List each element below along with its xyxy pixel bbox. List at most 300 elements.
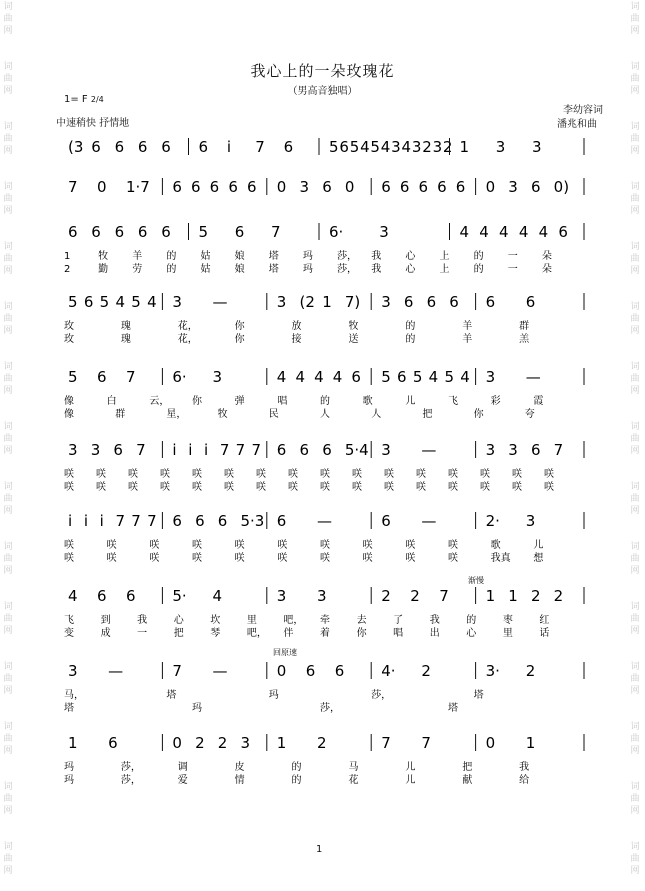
note: 1: [459, 138, 470, 156]
lyric-char: 牵: [320, 615, 330, 626]
lyric-char: 咲: [448, 553, 458, 564]
lyric-char: 儿: [533, 540, 544, 551]
lyric-char: 咲: [362, 540, 373, 551]
watermark-char: 词: [630, 542, 640, 552]
lyric-char: 咲: [96, 482, 106, 493]
note: —: [421, 512, 437, 530]
note: 6: [195, 512, 205, 530]
note: 3: [485, 368, 496, 386]
watermark-char: 曲: [630, 554, 640, 564]
note: 4: [295, 368, 305, 386]
lyric-char: 出: [429, 628, 440, 639]
note: 5: [370, 138, 380, 156]
lyric-char: 牧: [217, 409, 228, 420]
lyric-char: 群: [115, 409, 126, 420]
lyric-char: 的: [166, 251, 177, 262]
watermark-char: 词: [630, 842, 640, 852]
note: (2: [299, 293, 315, 311]
watermark-char: 网: [3, 746, 13, 756]
watermark-char: 曲: [3, 854, 13, 864]
lyric-char: 牧: [98, 251, 109, 262]
note: 4: [518, 223, 529, 241]
watermark-char: 网: [630, 686, 640, 696]
lyric-char: 去: [356, 615, 367, 626]
note: 7: [126, 368, 136, 386]
note: 6: [68, 223, 78, 241]
note: 6: [485, 293, 496, 311]
watermark-char: 词: [3, 182, 13, 192]
note: 6: [83, 293, 94, 311]
watermark-char: 网: [3, 86, 13, 96]
lyric-char: 心: [405, 251, 416, 262]
note: 2·: [485, 512, 500, 530]
watermark-char: 网: [3, 806, 13, 816]
watermark-char: 网: [630, 326, 640, 336]
watermark-char: 曲: [630, 194, 640, 204]
lyric-char: 咲: [352, 482, 362, 493]
note: 6: [113, 441, 123, 459]
note: —: [525, 368, 541, 386]
note: 0: [276, 662, 287, 680]
note: 5: [99, 293, 110, 311]
composer-credit: 潘兆和曲: [557, 119, 597, 130]
lyric-char: 上: [439, 264, 450, 275]
lyric-char: 琴: [210, 628, 221, 639]
lyric-char: 咲: [224, 469, 234, 480]
lyric-char: 白: [106, 396, 117, 407]
note: i: [172, 441, 177, 459]
note: 3: [495, 138, 506, 156]
lyric-char: 坎: [210, 615, 221, 626]
lyric-char: 上: [439, 251, 450, 262]
watermark-char: 词: [3, 362, 13, 372]
note: 3: [391, 138, 401, 156]
note: 7: [251, 441, 262, 459]
lyric-char: 云，: [149, 396, 170, 407]
watermark-char: 网: [3, 566, 13, 576]
watermark-char: 词: [3, 302, 13, 312]
watermark-char: 曲: [3, 134, 13, 144]
note: 3: [90, 441, 101, 459]
lyric-char: 你: [192, 396, 202, 407]
watermark-char: 词: [3, 842, 13, 852]
lyric-char: 咲: [277, 553, 288, 564]
lyric-char: 马: [348, 762, 359, 773]
note: 7: [381, 734, 391, 752]
note: 5: [412, 368, 423, 386]
watermark-char: 网: [630, 86, 640, 96]
lyric-char: 的: [405, 334, 416, 345]
note: i: [226, 138, 232, 156]
lyric-char: 娘: [234, 264, 245, 275]
lyric-char: 花: [348, 775, 359, 786]
note: i: [99, 512, 104, 530]
lyric-char: 接: [291, 334, 302, 345]
watermark-char: 词: [630, 782, 640, 792]
lyric-char: 调: [177, 762, 188, 773]
note: 0: [485, 178, 496, 196]
watermark-char: 曲: [3, 494, 13, 504]
watermark-char: 词: [630, 2, 640, 12]
watermark-char: 曲: [630, 614, 640, 624]
lyric-char: 羊: [462, 321, 473, 332]
note: —: [421, 441, 437, 459]
lyric-char: 吧，: [246, 628, 267, 639]
lyric-char: 歌: [490, 540, 501, 551]
lyric-char: 心: [466, 628, 477, 639]
note: 7: [136, 441, 146, 459]
note: 2: [525, 662, 536, 680]
note: i: [188, 441, 193, 459]
note: 6·: [172, 368, 187, 386]
note: 4: [147, 293, 157, 311]
a-tempo-mark: 回原速: [273, 648, 297, 657]
note: 6: [191, 178, 201, 196]
note: 3: [240, 734, 251, 752]
lyric-char: 莎，: [337, 251, 358, 262]
note: 7: [439, 587, 449, 605]
lyric-char: 咲: [288, 482, 298, 493]
note: 7: [219, 441, 230, 459]
note: 5·4: [344, 441, 369, 459]
note: 4·: [381, 662, 396, 680]
note: 5·3: [240, 512, 265, 530]
note: 5: [381, 368, 391, 386]
note: 0: [485, 734, 496, 752]
lyric-char: 咲: [128, 482, 138, 493]
lyric-char: 咲: [448, 469, 458, 480]
lyric-char: 心: [173, 615, 184, 626]
note: 6: [209, 178, 220, 196]
lyric-char: 一: [137, 628, 148, 639]
note: 6: [172, 512, 182, 530]
rit-mark: 渐慢: [468, 576, 484, 585]
lyric-char: 你: [473, 409, 484, 420]
lyric-char: 羔: [519, 334, 530, 345]
watermark-char: 词: [630, 122, 640, 132]
lyric-char: 把: [173, 628, 184, 639]
lyricist-credit: 李幼容词: [563, 105, 603, 116]
watermark-char: 网: [630, 446, 640, 456]
note: 1: [276, 734, 287, 752]
watermark-char: 词: [3, 782, 13, 792]
lyric-char: 姑: [200, 264, 211, 275]
watermark-char: 词: [630, 662, 640, 672]
lyric-char: 彩: [490, 396, 501, 407]
lyric-char: 的: [320, 396, 330, 407]
note: 3: [432, 138, 443, 156]
lyric-char: 咲: [192, 540, 202, 551]
watermark-char: 网: [630, 566, 640, 576]
note: 5: [349, 138, 360, 156]
lyric-char: 歌: [362, 396, 373, 407]
watermark-char: 曲: [3, 314, 13, 324]
note: i: [68, 512, 73, 530]
note: 5: [329, 138, 339, 156]
lyric-char: 咲: [352, 469, 362, 480]
lyric-char: 我: [137, 615, 148, 626]
watermark-char: 曲: [630, 854, 640, 864]
watermark-char: 网: [630, 26, 640, 36]
watermark-char: 词: [3, 62, 13, 72]
lyric-char: 咲: [448, 540, 458, 551]
note: 3: [379, 223, 389, 241]
note: 6: [530, 178, 541, 196]
watermark-char: 网: [630, 506, 640, 516]
note: 7: [271, 223, 281, 241]
lyric-char: 马，: [64, 690, 84, 701]
lyric-char: 咲: [106, 553, 117, 564]
lyric-char: 人: [371, 409, 382, 420]
note: 3: [508, 441, 518, 459]
note: 3: [381, 293, 391, 311]
note: 6: [246, 178, 257, 196]
note: 3: [411, 138, 422, 156]
lyric-char: 的: [166, 264, 177, 275]
note: 4: [360, 138, 370, 156]
lyric-char: 塔: [268, 251, 279, 262]
note: 2: [381, 587, 391, 605]
lyric-char: 咲: [192, 469, 202, 480]
lyric-char: 朵: [541, 264, 552, 275]
note: 3: [508, 178, 518, 196]
lyric-char: 放: [291, 321, 302, 332]
note: 0: [344, 178, 355, 196]
song-title: 我心上的一朵玫瑰花: [250, 62, 395, 80]
lyric-char: 的: [466, 615, 477, 626]
lyric-char: 咲: [448, 482, 458, 493]
lyric-char: 到: [100, 615, 111, 626]
note: 5·: [172, 587, 187, 605]
note: 6: [437, 178, 447, 196]
lyric-char: 我: [519, 762, 530, 773]
lyric-char: 咲: [64, 553, 74, 564]
lyric-char: 咲: [96, 469, 106, 480]
note: 3: [525, 512, 536, 530]
note: 6: [228, 178, 238, 196]
watermark-char: 曲: [3, 254, 13, 264]
note: 5: [444, 368, 455, 386]
lyric-char: 咲: [416, 482, 426, 493]
lyric-char: 咲: [512, 469, 522, 480]
note: 4: [538, 223, 549, 241]
lyric-char: 民: [268, 409, 279, 420]
lyric-char: 玛: [64, 762, 74, 773]
note: 6: [381, 178, 391, 196]
lyric-char: 玫: [64, 334, 74, 345]
lyric-char: 劳: [132, 264, 143, 275]
lyric-char: 咲: [362, 553, 373, 564]
watermark-char: 曲: [3, 374, 13, 384]
lyric-char: 咲: [512, 482, 522, 493]
lyric-char: 里: [246, 615, 257, 626]
lyric-char: 的: [473, 251, 484, 262]
note: 6: [283, 138, 294, 156]
lyric-char: 莎，: [337, 264, 358, 275]
lyric-char: 姑: [200, 251, 211, 262]
watermark-char: 词: [630, 722, 640, 732]
note: 6: [114, 138, 125, 156]
note: 1·7: [126, 178, 150, 196]
note: 4: [428, 368, 439, 386]
tempo-marking: 中速稍快 抒情地: [56, 118, 130, 129]
note: 5: [68, 293, 78, 311]
lyric-char: 2: [64, 264, 71, 275]
note: 6: [525, 293, 536, 311]
watermark-char: 网: [3, 326, 13, 336]
note: 5: [131, 293, 141, 311]
lyric-char: 心: [405, 264, 416, 275]
note: 7: [172, 662, 182, 680]
watermark-char: 词: [630, 482, 640, 492]
watermark-char: 曲: [630, 494, 640, 504]
note: 2: [442, 138, 453, 156]
note: 7: [553, 441, 564, 459]
watermark-char: 词: [630, 302, 640, 312]
lyric-char: 给: [519, 775, 530, 786]
lyric-char: 红: [539, 615, 550, 626]
note: 4: [499, 223, 509, 241]
lyric-char: 羊: [462, 334, 473, 345]
watermark-char: 词: [630, 362, 640, 372]
lyric-char: 朵: [541, 251, 552, 262]
lyric-char: 唱: [393, 628, 404, 639]
watermark-char: 词: [630, 182, 640, 192]
note: 2: [422, 138, 432, 156]
lyric-char: 玛: [64, 775, 74, 786]
lyric-char: 一: [507, 264, 518, 275]
note: 6: [91, 223, 101, 241]
lyric-char: 羊: [132, 251, 143, 262]
watermark-char: 网: [3, 206, 13, 216]
note: 4: [380, 138, 391, 156]
note: 2: [195, 734, 205, 752]
note: (3: [68, 138, 84, 156]
lyric-char: 星，: [166, 409, 187, 420]
lyric-char: 爱: [177, 775, 188, 786]
lyric-char: 咲: [480, 482, 490, 493]
note: 4: [212, 587, 223, 605]
watermark-char: 曲: [3, 614, 13, 624]
lyric-char: 娘: [234, 251, 245, 262]
lyric-char: 莎，: [120, 775, 141, 786]
note: 6: [305, 662, 316, 680]
note: 6: [351, 368, 361, 386]
lyric-char: 玛: [302, 251, 313, 262]
lyric-char: 咲: [384, 482, 394, 493]
lyric-char: 咲: [256, 469, 266, 480]
note: —: [316, 512, 332, 530]
lyric-char: 勤: [98, 264, 109, 275]
watermark-char: 网: [3, 686, 13, 696]
note: i: [83, 512, 88, 530]
note: 2: [316, 734, 327, 752]
lyric-char: 变: [64, 628, 74, 639]
note: 6: [276, 441, 287, 459]
note: 2: [217, 734, 228, 752]
lyric-char: 咲: [224, 482, 234, 493]
lyric-char: 你: [356, 628, 367, 639]
watermark-char: 词: [3, 122, 13, 132]
lyric-char: 儿: [405, 762, 416, 773]
watermark-char: 曲: [630, 314, 640, 324]
watermark-char: 曲: [630, 794, 640, 804]
note: 6: [299, 441, 310, 459]
lyric-char: 把: [462, 762, 473, 773]
lyric-char: 咲: [192, 482, 202, 493]
lyric-char: 我真: [490, 553, 511, 564]
lyric-char: 咲: [405, 553, 416, 564]
watermark-char: 曲: [3, 734, 13, 744]
note: 6: [91, 138, 101, 156]
note: 4: [459, 223, 470, 241]
note: 2: [421, 662, 431, 680]
lyric-char: 咲: [149, 540, 160, 551]
note: 6: [126, 587, 136, 605]
lyric-char: 伴: [283, 628, 294, 639]
watermark-char: 曲: [3, 674, 13, 684]
note: 3: [68, 441, 78, 459]
lyric-char: 群: [519, 321, 530, 332]
lyric-char: 我: [429, 615, 440, 626]
note: 6: [276, 512, 287, 530]
note: 3: [485, 441, 496, 459]
watermark-char: 曲: [630, 434, 640, 444]
watermark-char: 词: [630, 242, 640, 252]
lyric-char: 咲: [160, 482, 170, 493]
watermark-char: 曲: [630, 134, 640, 144]
lyric-char: 成: [100, 628, 111, 639]
lyric-char: 着: [320, 628, 330, 639]
note: 1: [68, 734, 78, 752]
note: i: [204, 441, 209, 459]
note: 6: [418, 178, 429, 196]
lyric-char: 里: [502, 628, 513, 639]
note: 6·: [329, 223, 344, 241]
note: 6: [161, 223, 171, 241]
watermark-char: 网: [630, 266, 640, 276]
lyric-char: 瑰: [120, 334, 131, 345]
note: —: [108, 662, 124, 680]
lyric-char: 我: [371, 251, 382, 262]
lyric-char: 咲: [544, 469, 554, 480]
note: 1: [485, 587, 496, 605]
note: 6: [426, 293, 437, 311]
watermark-char: 网: [3, 26, 13, 36]
note: 4: [460, 368, 470, 386]
note: 7: [255, 138, 265, 156]
note: 3: [212, 368, 223, 386]
watermark-char: 曲: [630, 254, 640, 264]
note: 4: [314, 368, 324, 386]
note: —: [212, 662, 228, 680]
lyric-char: 玛: [268, 690, 279, 701]
note: 7: [235, 441, 246, 459]
note: 6: [322, 178, 332, 196]
watermark-char: 网: [630, 206, 640, 216]
lyric-char: 把: [422, 409, 433, 420]
lyric-char: 咲: [149, 553, 160, 564]
note: 6: [161, 138, 171, 156]
watermark-char: 网: [630, 866, 640, 876]
watermark-char: 词: [3, 542, 13, 552]
note: 0: [276, 178, 287, 196]
watermark-char: 曲: [3, 794, 13, 804]
watermark-char: 网: [630, 626, 640, 636]
lyric-char: 咲: [480, 469, 490, 480]
note: 6: [198, 138, 209, 156]
watermark-char: 词: [630, 602, 640, 612]
